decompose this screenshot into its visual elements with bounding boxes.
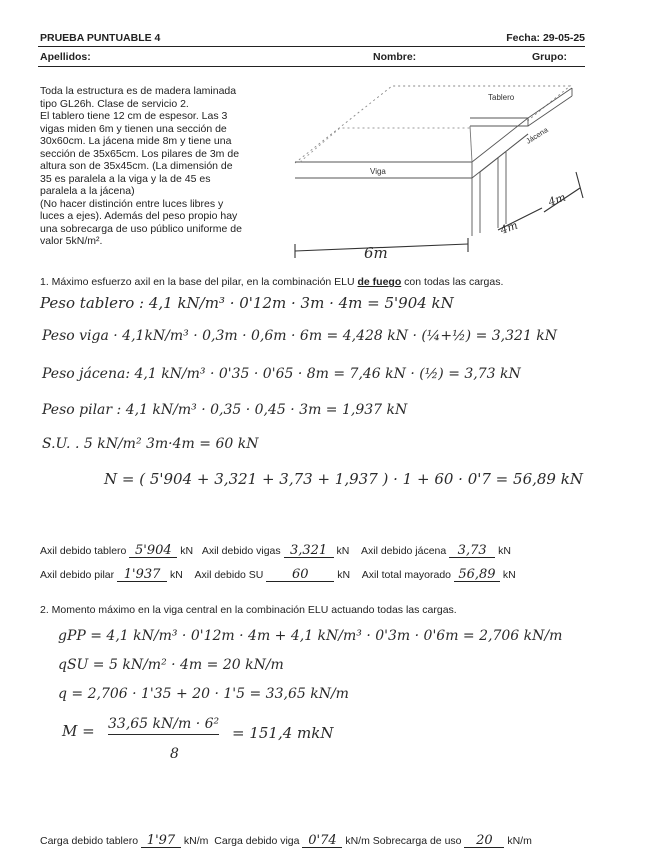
dimension-marks xyxy=(295,172,583,258)
intro-line: Toda la estructura es de madera laminada xyxy=(40,85,237,97)
intro-line: El tablero tiene 12 cm de espesor. Las 3 xyxy=(40,110,228,122)
q2-answer-row xyxy=(40,834,532,848)
unit: kN xyxy=(169,569,183,581)
question-1-statement xyxy=(40,276,503,289)
label-tablero: Tablero xyxy=(488,93,515,102)
intro-line: vigas miden 6m y tienen una sección de xyxy=(40,122,227,135)
dimension-6m: 6m xyxy=(364,244,388,262)
moment-numerator: 33,65 kN/m · 6² xyxy=(108,716,219,735)
q1-answer-row-1 xyxy=(40,544,511,558)
work-sobrecarga: S.U. . 5 kN/m² 3m·4m = 60 kN xyxy=(42,436,259,452)
work-qsu: qSU = 5 kN/m² · 4m = 20 kN/m xyxy=(58,657,284,673)
sobrecarga-label: Sobrecarga de uso xyxy=(372,835,462,847)
label-jacena: Jácena xyxy=(524,125,550,146)
unit: kN/m xyxy=(183,835,209,847)
axil-jacena-field[interactable]: 3,73 xyxy=(449,544,495,558)
axil-pilar-label: Axil debido pilar xyxy=(40,569,115,581)
axil-jacena-label: Axil debido jácena xyxy=(361,545,447,557)
work-peso-jacena: Peso jácena: 4,1 kN/m³ · 0'35 · 0'65 · 8m = 7,46 kN · (½) = 3,73 kN xyxy=(42,366,521,382)
unit: kN xyxy=(502,569,516,581)
question-2-statement: 2. Momento máximo en la viga central en la combinación ELU actuando todas las cargas. xyxy=(40,604,457,616)
axil-pilar-field[interactable]: 1'937 xyxy=(117,568,167,582)
label-viga: Viga xyxy=(370,167,386,176)
axil-total-label: Axil total mayorado xyxy=(361,569,452,581)
work-q-total: q = 2,706 · 1'35 + 20 · 1'5 = 33,65 kN/m xyxy=(58,686,349,702)
question-1-suffix: con todas las cargas. xyxy=(401,276,504,288)
question-1-emphasis: de fuego xyxy=(357,276,402,288)
moment-lhs: M = xyxy=(62,722,95,740)
group-label: Grupo: xyxy=(532,51,567,63)
work-peso-tablero: Peso tablero : 4,1 kN/m³ · 0'12m · 3m · 4m = 5'904 kN xyxy=(40,294,454,312)
intro-line: una sobrecarga de uso público uniforme de xyxy=(40,222,242,235)
axil-total-field[interactable]: 56,89 xyxy=(454,568,500,582)
exam-title: PRUEBA PUNTUABLE 4 xyxy=(40,32,161,44)
question-1-prefix: 1. Máximo esfuerzo axil en la base del pilar, en la combinación ELU xyxy=(40,276,358,288)
structure-diagram xyxy=(280,68,600,268)
dimension-4m-a: 4m xyxy=(498,218,520,237)
unit: kN/m xyxy=(345,835,370,847)
intro-line: sección de 35x65cm. Los pilares de 3m de xyxy=(40,147,240,160)
moment-result: = 151,4 mkN xyxy=(232,724,334,742)
work-axil-total: N = ( 5'904 + 3,321 + 3,73 + 1,937 ) · 1 + 60 · 0'7 = 56,89 kN xyxy=(104,470,583,488)
unit: kN xyxy=(180,545,194,557)
intro-line: 30x60cm. La jácena mide 8m y tiene una xyxy=(40,135,232,147)
carga-tablero-field[interactable]: 1'97 xyxy=(141,834,181,848)
intro-line: valor 5kN/m². xyxy=(40,235,103,247)
work-gpp: gPP = 4,1 kN/m³ · 0'12m · 4m + 4,1 kN/m³ · 0'3m · 0'6m = 2,706 kN/m xyxy=(58,628,563,644)
axil-vigas-label: Axil debido vigas xyxy=(201,545,281,557)
carga-viga-field[interactable]: 0'74 xyxy=(302,834,342,848)
axil-vigas-field[interactable]: 3,321 xyxy=(284,544,334,558)
header-rule-top xyxy=(38,46,585,47)
unit: kN xyxy=(498,545,511,557)
sobrecarga-field[interactable]: 20 xyxy=(464,834,504,848)
unit: kN xyxy=(337,569,351,581)
intro-line: tipo GL26h. Clase de servicio 2. xyxy=(40,97,189,110)
carga-viga-label: Carga debido viga xyxy=(214,835,300,847)
name-label: Nombre: xyxy=(373,51,417,63)
intro-line: paralela a la jácena) xyxy=(40,185,135,197)
q1-answer-row-2 xyxy=(40,568,516,582)
axil-su-field[interactable]: 60 xyxy=(266,568,334,582)
header-rule-bottom xyxy=(38,66,585,67)
intro-line: 35 es paralela a la viga y la de 45 es xyxy=(40,172,211,185)
problem-statement xyxy=(40,85,272,248)
axil-tablero-field[interactable]: 5'904 xyxy=(129,544,177,558)
work-peso-pilar: Peso pilar : 4,1 kN/m³ · 0,35 · 0,45 · 3m = 1,937 kN xyxy=(42,402,408,418)
exam-date: Fecha: 29-05-25 xyxy=(506,32,585,44)
moment-denominator: 8 xyxy=(170,746,179,762)
axil-tablero-label: Axil debido tablero xyxy=(40,545,127,557)
intro-line: luces a ejes). Además del peso propio hay xyxy=(40,210,238,222)
unit: kN/m xyxy=(507,835,532,847)
intro-line: altura son de 35x45cm. (La dimensión de xyxy=(40,160,233,172)
carga-tablero-label: Carga debido tablero xyxy=(40,835,139,847)
axil-su-label: Axil debido SU xyxy=(194,569,264,581)
work-peso-viga: Peso viga · 4,1kN/m³ · 0,3m · 0,6m · 6m = 4,428 kN · (¼+½) = 3,321 kN xyxy=(42,328,558,344)
unit: kN xyxy=(336,545,350,557)
dimension-4m-b: 4m xyxy=(546,190,568,209)
intro-line: (No hacer distinción entre luces libres y xyxy=(40,197,224,210)
surname-label: Apellidos: xyxy=(40,51,91,63)
